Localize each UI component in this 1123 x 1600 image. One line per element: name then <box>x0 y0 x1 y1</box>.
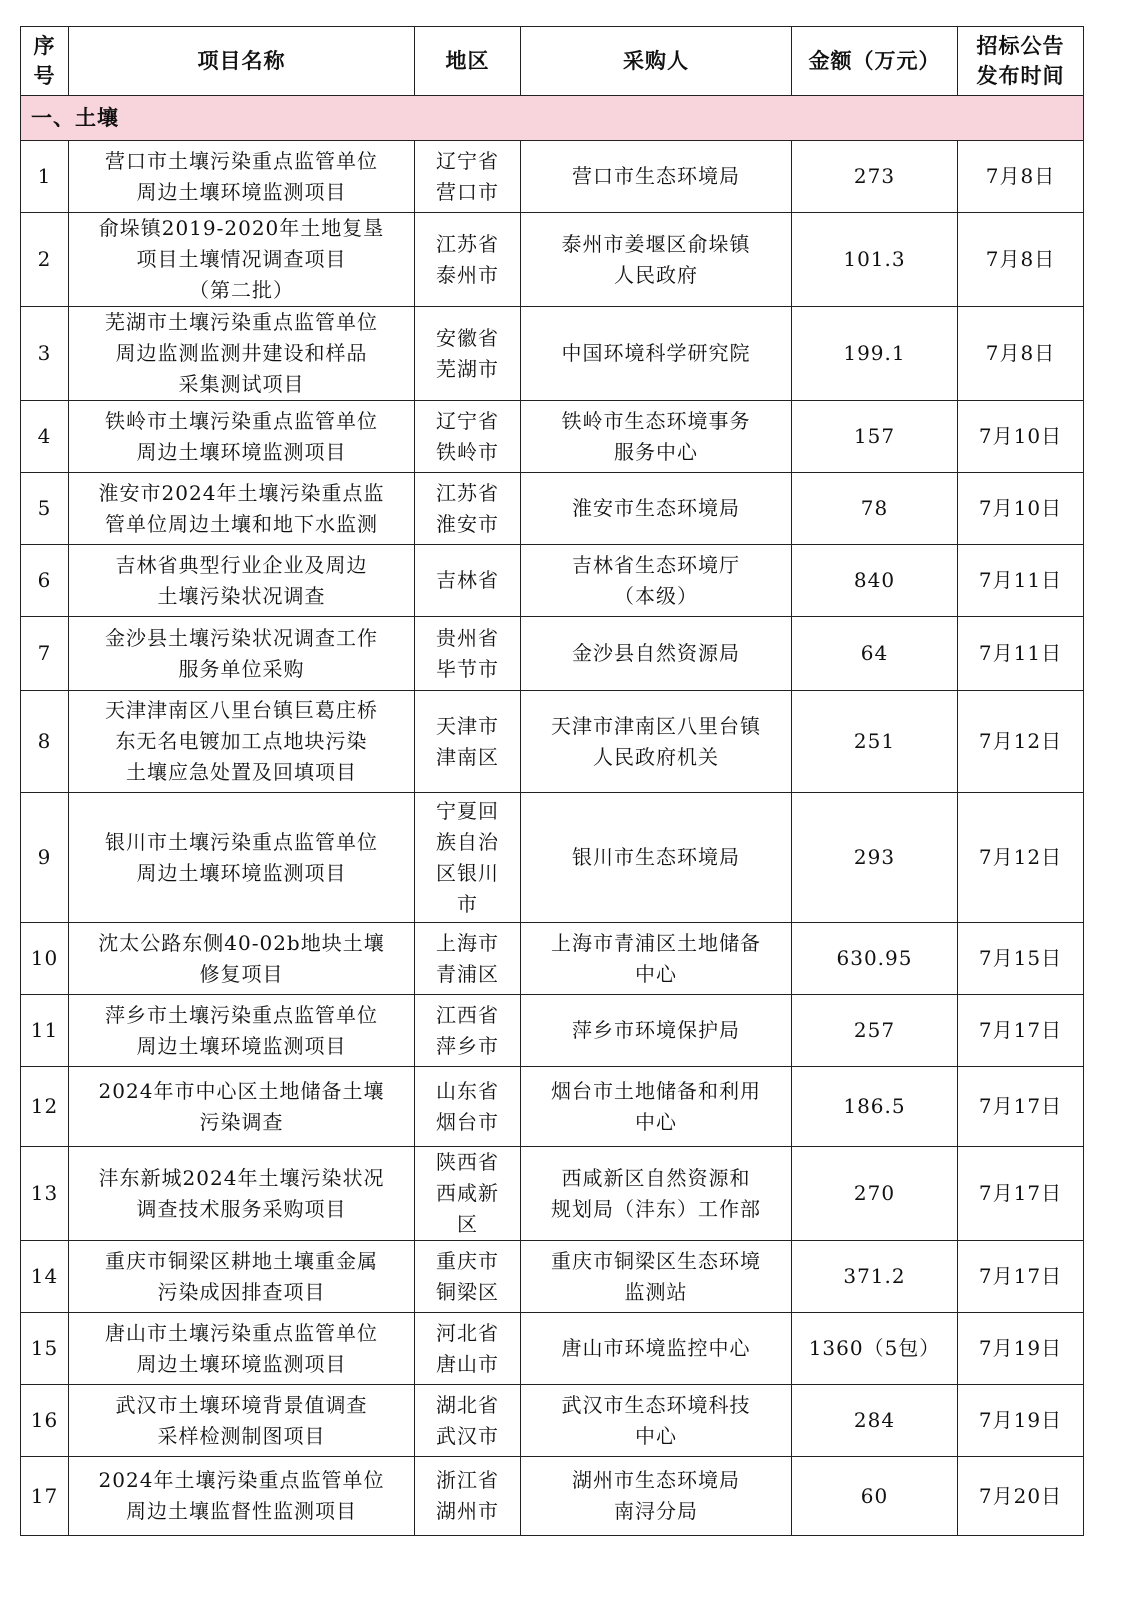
publish-date-cell: 7月11日 <box>958 617 1084 691</box>
project-name-cell: 铁岭市土壤污染重点监管单位 周边土壤环境监测项目 <box>69 401 415 473</box>
amount-cell: 273 <box>792 141 958 213</box>
amount-cell: 78 <box>792 473 958 545</box>
region-cell: 江苏省 泰州市 <box>415 213 521 307</box>
table-row <box>21 1457 1084 1536</box>
buyer-cell: 武汉市生态环境科技 中心 <box>521 1385 792 1457</box>
buyer-cell: 上海市青浦区土地储备 中心 <box>521 923 792 995</box>
header-amount: 金额（万元） <box>792 27 958 96</box>
amount-cell: 251 <box>792 691 958 793</box>
table-row <box>21 545 1084 617</box>
region-cell: 江苏省 淮安市 <box>415 473 521 545</box>
region-cell: 吉林省 <box>415 545 521 617</box>
amount-cell: 1360（5包） <box>792 1313 958 1385</box>
publish-date-cell: 7月17日 <box>958 1067 1084 1147</box>
buyer-cell: 烟台市土地储备和利用 中心 <box>521 1067 792 1147</box>
header-project-name: 项目名称 <box>69 27 415 96</box>
buyer-cell: 金沙县自然资源局 <box>521 617 792 691</box>
publish-date-cell: 7月11日 <box>958 545 1084 617</box>
buyer-cell: 营口市生态环境局 <box>521 141 792 213</box>
amount-cell: 64 <box>792 617 958 691</box>
row-number-cell: 1 <box>21 141 69 213</box>
project-name-cell: 萍乡市土壤污染重点监管单位 周边土壤环境监测项目 <box>69 995 415 1067</box>
amount-cell: 157 <box>792 401 958 473</box>
project-name-cell: 金沙县土壤污染状况调查工作 服务单位采购 <box>69 617 415 691</box>
region-cell: 湖北省 武汉市 <box>415 1385 521 1457</box>
region-cell: 江西省 萍乡市 <box>415 995 521 1067</box>
project-name-cell: 唐山市土壤污染重点监管单位 周边土壤环境监测项目 <box>69 1313 415 1385</box>
table-row <box>21 1241 1084 1313</box>
header-buyer: 采购人 <box>521 27 792 96</box>
row-number-cell: 3 <box>21 307 69 401</box>
buyer-cell: 西咸新区自然资源和 规划局（沣东）工作部 <box>521 1147 792 1241</box>
project-name-cell: 2024年市中心区土地储备土壤 污染调查 <box>69 1067 415 1147</box>
buyer-cell: 淮安市生态环境局 <box>521 473 792 545</box>
row-number-cell: 15 <box>21 1313 69 1385</box>
buyer-cell: 萍乡市环境保护局 <box>521 995 792 1067</box>
publish-date-cell: 7月8日 <box>958 307 1084 401</box>
amount-cell: 371.2 <box>792 1241 958 1313</box>
row-number-cell: 2 <box>21 213 69 307</box>
region-cell: 上海市 青浦区 <box>415 923 521 995</box>
table-row <box>21 617 1084 691</box>
amount-cell: 840 <box>792 545 958 617</box>
region-cell: 山东省 烟台市 <box>415 1067 521 1147</box>
buyer-cell: 湖州市生态环境局 南浔分局 <box>521 1457 792 1536</box>
header-region: 地区 <box>415 27 521 96</box>
publish-date-cell: 7月12日 <box>958 793 1084 923</box>
table-header-row <box>21 27 1084 96</box>
table-row <box>21 923 1084 995</box>
region-cell: 河北省 唐山市 <box>415 1313 521 1385</box>
row-number-cell: 10 <box>21 923 69 995</box>
row-number-cell: 14 <box>21 1241 69 1313</box>
amount-cell: 270 <box>792 1147 958 1241</box>
publish-date-cell: 7月19日 <box>958 1313 1084 1385</box>
amount-cell: 257 <box>792 995 958 1067</box>
project-name-cell: 2024年土壤污染重点监管单位 周边土壤监督性监测项目 <box>69 1457 415 1536</box>
header-publish-date: 招标公告 发布时间 <box>958 27 1084 96</box>
table-row <box>21 1313 1084 1385</box>
table-row <box>21 213 1084 307</box>
project-name-cell: 武汉市土壤环境背景值调查 采样检测制图项目 <box>69 1385 415 1457</box>
region-cell: 陕西省 西咸新 区 <box>415 1147 521 1241</box>
publish-date-cell: 7月15日 <box>958 923 1084 995</box>
row-number-cell: 5 <box>21 473 69 545</box>
buyer-cell: 天津市津南区八里台镇 人民政府机关 <box>521 691 792 793</box>
row-number-cell: 11 <box>21 995 69 1067</box>
publish-date-cell: 7月17日 <box>958 1147 1084 1241</box>
row-number-cell: 7 <box>21 617 69 691</box>
section-row-soil <box>21 96 1084 141</box>
amount-cell: 293 <box>792 793 958 923</box>
section-title: 一、土壤 <box>21 96 1084 141</box>
project-name-cell: 银川市土壤污染重点监管单位 周边土壤环境监测项目 <box>69 793 415 923</box>
publish-date-cell: 7月8日 <box>958 213 1084 307</box>
amount-cell: 101.3 <box>792 213 958 307</box>
publish-date-cell: 7月19日 <box>958 1385 1084 1457</box>
table-row <box>21 691 1084 793</box>
publish-date-cell: 7月8日 <box>958 141 1084 213</box>
table-row <box>21 793 1084 923</box>
publish-date-cell: 7月12日 <box>958 691 1084 793</box>
amount-cell: 284 <box>792 1385 958 1457</box>
buyer-cell: 中国环境科学研究院 <box>521 307 792 401</box>
row-number-cell: 13 <box>21 1147 69 1241</box>
procurement-table-page <box>20 26 1083 1536</box>
project-name-cell: 沣东新城2024年土壤污染状况 调查技术服务采购项目 <box>69 1147 415 1241</box>
project-name-cell: 芜湖市土壤污染重点监管单位 周边监测监测井建设和样品 采集测试项目 <box>69 307 415 401</box>
row-number-cell: 16 <box>21 1385 69 1457</box>
buyer-cell: 铁岭市生态环境事务 服务中心 <box>521 401 792 473</box>
project-name-cell: 俞垛镇2019-2020年土地复垦 项目土壤情况调查项目 （第二批） <box>69 213 415 307</box>
region-cell: 浙江省 湖州市 <box>415 1457 521 1536</box>
row-number-cell: 12 <box>21 1067 69 1147</box>
project-name-cell: 天津津南区八里台镇巨葛庄桥 东无名电镀加工点地块污染 土壤应急处置及回填项目 <box>69 691 415 793</box>
region-cell: 重庆市 铜梁区 <box>415 1241 521 1313</box>
project-name-cell: 重庆市铜梁区耕地土壤重金属 污染成因排查项目 <box>69 1241 415 1313</box>
project-name-cell: 沈太公路东侧40-02b地块土壤 修复项目 <box>69 923 415 995</box>
buyer-cell: 泰州市姜堰区俞垛镇 人民政府 <box>521 213 792 307</box>
publish-date-cell: 7月20日 <box>958 1457 1084 1536</box>
table-row <box>21 473 1084 545</box>
buyer-cell: 银川市生态环境局 <box>521 793 792 923</box>
publish-date-cell: 7月10日 <box>958 473 1084 545</box>
region-cell: 贵州省 毕节市 <box>415 617 521 691</box>
buyer-cell: 重庆市铜梁区生态环境 监测站 <box>521 1241 792 1313</box>
region-cell: 安徽省 芜湖市 <box>415 307 521 401</box>
region-cell: 辽宁省 营口市 <box>415 141 521 213</box>
row-number-cell: 4 <box>21 401 69 473</box>
amount-cell: 199.1 <box>792 307 958 401</box>
row-number-cell: 6 <box>21 545 69 617</box>
region-cell: 辽宁省 铁岭市 <box>415 401 521 473</box>
region-cell: 天津市 津南区 <box>415 691 521 793</box>
buyer-cell: 唐山市环境监控中心 <box>521 1313 792 1385</box>
table-row <box>21 995 1084 1067</box>
amount-cell: 60 <box>792 1457 958 1536</box>
header-no: 序 号 <box>21 27 69 96</box>
row-number-cell: 17 <box>21 1457 69 1536</box>
amount-cell: 186.5 <box>792 1067 958 1147</box>
row-number-cell: 9 <box>21 793 69 923</box>
amount-cell: 630.95 <box>792 923 958 995</box>
table-row <box>21 401 1084 473</box>
table-row <box>21 1385 1084 1457</box>
table-row <box>21 141 1084 213</box>
table-row <box>21 1067 1084 1147</box>
table-row <box>21 307 1084 401</box>
publish-date-cell: 7月17日 <box>958 1241 1084 1313</box>
project-name-cell: 吉林省典型行业企业及周边 土壤污染状况调查 <box>69 545 415 617</box>
procurement-table <box>20 26 1084 1536</box>
publish-date-cell: 7月10日 <box>958 401 1084 473</box>
region-cell: 宁夏回 族自治 区银川 市 <box>415 793 521 923</box>
table-row <box>21 1147 1084 1241</box>
row-number-cell: 8 <box>21 691 69 793</box>
project-name-cell: 淮安市2024年土壤污染重点监 管单位周边土壤和地下水监测 <box>69 473 415 545</box>
project-name-cell: 营口市土壤污染重点监管单位 周边土壤环境监测项目 <box>69 141 415 213</box>
buyer-cell: 吉林省生态环境厅 （本级） <box>521 545 792 617</box>
publish-date-cell: 7月17日 <box>958 995 1084 1067</box>
